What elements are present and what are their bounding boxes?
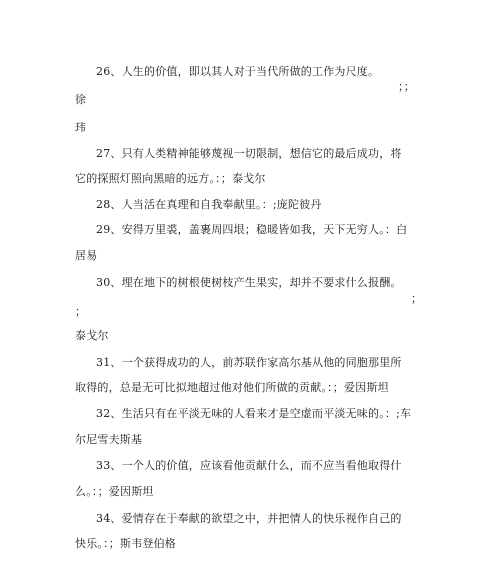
quote-31-line-2: 取得的，总是无可比拟地超过他对他们所做的贡献。：；爱因斯坦: [75, 381, 389, 394]
quote-34-line-2: 快乐。：；斯韦登伯格: [75, 537, 176, 550]
quote-30-line-1: 30、埋在地下的树根使树枝产生果实，却并不要求什么报酬。: [96, 276, 402, 289]
quote-26-author-part-2: 玮: [75, 121, 87, 134]
quote-27-line-2: 它的探照灯照向黑暗的远方。：；泰戈尔: [75, 172, 266, 185]
quote-26-line-1: 26、人生的价值，即以其人对于当代所做的工作为尺度。: [96, 65, 380, 78]
quote-30-author: 泰戈尔: [75, 329, 109, 342]
quote-31-line-1: 31、一个获得成功的人，前苏联作家高尔基从他的同胞那里所: [96, 356, 402, 369]
quote-29-line-1: 29、安得万里裘，盖裹周四垠；稳暖皆如我，天下无穷人。：白: [96, 223, 408, 236]
quote-29-line-2: 居易: [75, 249, 98, 262]
quote-30-punctuation-left: ；: [75, 305, 87, 318]
quote-32-line-2: 尔尼雪夫斯基: [75, 433, 143, 446]
quote-32-line-1: 32、生活只有在平淡无味的人看来才是空虚而平淡无味的。：;车: [96, 407, 412, 420]
quote-26-author-part-1: 徐: [75, 93, 87, 106]
quote-33-line-1: 33、一个人的价值，应该看他贡献什么，而不应当看他取得什: [96, 459, 402, 472]
quote-26-punctuation: ；；: [398, 80, 415, 93]
quote-28-line-1: 28、人当活在真理和自我奉献里。：;庞陀彼丹: [96, 198, 322, 211]
quote-27-line-1: 27、只有人类精神能够蔑视一切限制，想信它的最后成功，将: [96, 147, 402, 160]
quote-34-line-1: 34、爱情存在于奉献的欲望之中，并把情人的快乐视作自己的: [96, 512, 402, 525]
quote-30-punctuation-right: ；: [411, 292, 423, 305]
quote-33-line-2: 么。：；爱因斯坦: [75, 485, 154, 498]
